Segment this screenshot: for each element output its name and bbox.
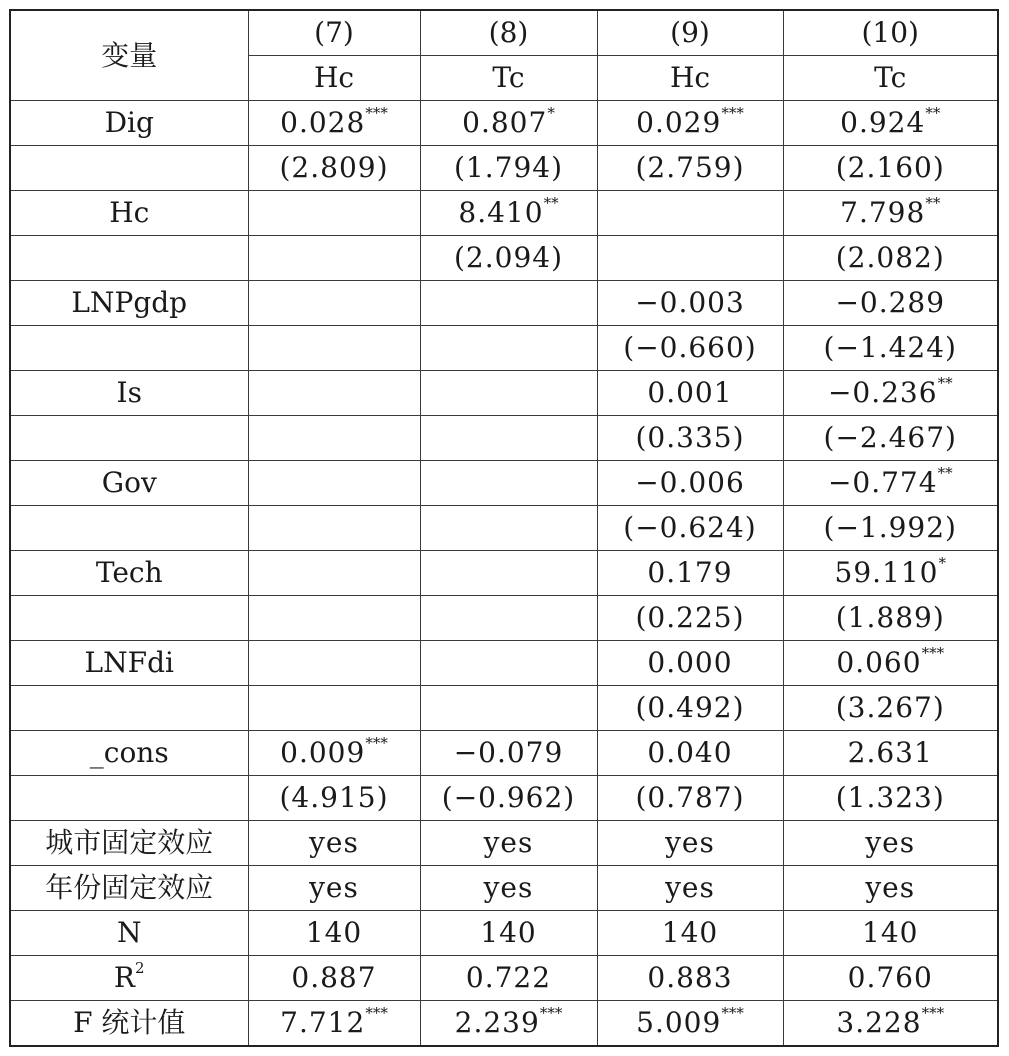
header-row-models (10, 10, 998, 56)
significance-stars: ** (925, 194, 941, 212)
table-cell (597, 506, 783, 551)
cell-value: (−0.624) (623, 511, 757, 544)
cell-value: (1.889) (835, 601, 945, 634)
table-cell (248, 506, 420, 551)
table-cell (597, 1001, 783, 1047)
cell-value: −0.079 (453, 736, 564, 769)
table-cell (783, 641, 998, 686)
cell-value: (1.323) (835, 781, 945, 814)
cell-value: (2.160) (835, 151, 945, 184)
table-cell (597, 326, 783, 371)
row-label-text: 年份固定效应 (45, 871, 214, 904)
cell-value: (4.915) (279, 781, 389, 814)
variable-header: 变量 (10, 10, 248, 101)
table-cell (597, 686, 783, 731)
table-cell (420, 956, 597, 1001)
row-label (10, 911, 248, 956)
table-cell (597, 101, 783, 146)
significance-stars: *** (921, 1004, 945, 1022)
table-cell (420, 686, 597, 731)
cell-value: 0.924 (840, 106, 926, 139)
table-cell (248, 281, 420, 326)
cell-value: 140 (305, 916, 363, 949)
cell-value: yes (665, 871, 715, 904)
cell-value: (2.082) (835, 241, 945, 274)
cell-value: 0.883 (647, 961, 733, 994)
row-label (10, 866, 248, 911)
table-cell (248, 101, 420, 146)
table-row (10, 146, 998, 191)
table-cell (248, 821, 420, 866)
table-cell (783, 1001, 998, 1047)
row-label (10, 551, 248, 596)
table-cell (597, 551, 783, 596)
dependent-variable: Hc (248, 56, 420, 101)
cell-value: (−0.962) (441, 781, 576, 814)
table-cell (597, 371, 783, 416)
cell-value: 2.631 (847, 736, 933, 769)
significance-stars: * (938, 554, 946, 572)
cell-value: (0.335) (635, 421, 745, 454)
table-cell (783, 731, 998, 776)
table-row (10, 821, 998, 866)
dependent-variable: Hc (597, 56, 783, 101)
row-label-text: Is (116, 376, 142, 409)
row-label (10, 821, 248, 866)
cell-value: (1.794) (453, 151, 563, 184)
table-row (10, 551, 998, 596)
row-label (10, 371, 248, 416)
row-label (10, 146, 248, 191)
table-cell (783, 911, 998, 956)
cell-value: (−2.467) (823, 421, 957, 454)
table-cell (420, 731, 597, 776)
significance-stars: ** (925, 104, 941, 122)
cell-value: (2.094) (453, 241, 563, 274)
row-label-text: N (117, 916, 142, 949)
row-label-text: R (113, 961, 136, 994)
table-cell (783, 236, 998, 281)
table-cell (597, 281, 783, 326)
cell-value: yes (865, 871, 916, 904)
table-cell (248, 956, 420, 1001)
table-cell (248, 551, 420, 596)
table-cell (783, 281, 998, 326)
cell-value: 8.410 (458, 196, 544, 229)
table-cell (783, 866, 998, 911)
cell-value: 0.807 (462, 106, 548, 139)
table-cell (597, 236, 783, 281)
cell-value: −0.289 (835, 286, 946, 319)
table-cell (783, 101, 998, 146)
regression-table (9, 9, 999, 1047)
table-cell (248, 416, 420, 461)
table-cell (783, 776, 998, 821)
row-label-superscript: 2 (135, 959, 145, 977)
table-cell (248, 686, 420, 731)
table-row (10, 596, 998, 641)
significance-stars: ** (937, 464, 953, 482)
cell-value: 0.029 (636, 106, 722, 139)
table-cell (597, 866, 783, 911)
table-cell (783, 686, 998, 731)
model-number: (9) (597, 10, 783, 56)
table-row (10, 461, 998, 506)
row-label (10, 686, 248, 731)
row-label-text: Tech (95, 556, 163, 589)
row-label-text: 城市固定效应 (45, 826, 214, 859)
cell-value: 5.009 (636, 1006, 722, 1039)
table-cell (783, 326, 998, 371)
table-cell (420, 1001, 597, 1047)
significance-stars: *** (539, 1004, 563, 1022)
table-cell (783, 551, 998, 596)
significance-stars: *** (365, 1004, 388, 1022)
table-body (10, 101, 998, 1047)
table-cell (783, 371, 998, 416)
row-label (10, 461, 248, 506)
cell-value: yes (309, 871, 359, 904)
table-cell (248, 596, 420, 641)
table-cell (420, 641, 597, 686)
table-row (10, 506, 998, 551)
table-row (10, 281, 998, 326)
table-cell (597, 191, 783, 236)
dependent-variable: Tc (783, 56, 998, 101)
model-number: (7) (248, 10, 420, 56)
regression-table-container (9, 9, 999, 1047)
significance-stars: ** (543, 194, 559, 212)
row-label (10, 641, 248, 686)
table-row (10, 776, 998, 821)
row-label-text: Gov (101, 466, 157, 499)
row-label (10, 776, 248, 821)
table-row (10, 641, 998, 686)
row-label-text: Hc (109, 196, 150, 229)
cell-value: (0.787) (635, 781, 745, 814)
table-cell (420, 551, 597, 596)
table-row (10, 416, 998, 461)
significance-stars: *** (721, 104, 744, 122)
table-cell (248, 326, 420, 371)
row-label-text: _cons (89, 736, 169, 769)
cell-value: 0.028 (280, 106, 366, 139)
cell-value: 0.060 (836, 646, 922, 679)
table-cell (597, 731, 783, 776)
table-cell (420, 236, 597, 281)
row-label (10, 956, 248, 1001)
table-cell (248, 371, 420, 416)
row-label (10, 1001, 248, 1047)
table-row (10, 191, 998, 236)
row-label (10, 191, 248, 236)
table-cell (248, 236, 420, 281)
table-row (10, 956, 998, 1001)
table-cell (783, 146, 998, 191)
table-row (10, 731, 998, 776)
table-cell (248, 731, 420, 776)
row-label (10, 236, 248, 281)
row-label-text: F 统计值 (73, 1006, 186, 1039)
table-cell (420, 866, 597, 911)
row-label-text: Dig (104, 106, 154, 139)
table-cell (597, 146, 783, 191)
cell-value: 0.009 (280, 736, 366, 769)
table-cell (783, 596, 998, 641)
table-cell (420, 821, 597, 866)
table-cell (420, 776, 597, 821)
table-cell (420, 371, 597, 416)
cell-value: (−0.660) (623, 331, 757, 364)
row-label (10, 281, 248, 326)
cell-value: 0.722 (465, 961, 552, 994)
cell-value: 0.000 (647, 646, 733, 679)
table-cell (248, 911, 420, 956)
table-cell (248, 866, 420, 911)
row-label (10, 101, 248, 146)
cell-value: −0.003 (635, 286, 745, 319)
significance-stars: *** (365, 104, 388, 122)
table-cell (420, 911, 597, 956)
row-label-text: LNFdi (84, 646, 174, 679)
dependent-variable: Tc (420, 56, 597, 101)
cell-value: (2.759) (635, 151, 745, 184)
table-cell (783, 506, 998, 551)
table-cell (597, 641, 783, 686)
significance-stars: ** (937, 374, 953, 392)
table-cell (783, 461, 998, 506)
row-label (10, 326, 248, 371)
row-label (10, 416, 248, 461)
table-cell (420, 416, 597, 461)
cell-value: 0.001 (647, 376, 733, 409)
table-cell (420, 326, 597, 371)
table-cell (783, 191, 998, 236)
table-cell (420, 191, 597, 236)
table-row (10, 686, 998, 731)
table-cell (597, 911, 783, 956)
cell-value: 0.040 (647, 736, 733, 769)
table-cell (783, 416, 998, 461)
cell-value: 0.179 (647, 556, 733, 589)
cell-value: yes (309, 826, 359, 859)
row-label (10, 731, 248, 776)
cell-value: 3.228 (836, 1006, 922, 1039)
table-row (10, 371, 998, 416)
cell-value: 140 (480, 916, 537, 949)
table-row (10, 1001, 998, 1047)
table-cell (783, 956, 998, 1001)
table-cell (248, 641, 420, 686)
row-label-text: LNPgdp (71, 286, 188, 319)
cell-value: yes (483, 871, 534, 904)
table-cell (420, 281, 597, 326)
table-cell (597, 776, 783, 821)
significance-stars: *** (721, 1004, 744, 1022)
table-cell (248, 461, 420, 506)
cell-value: 7.712 (280, 1006, 366, 1039)
table-row (10, 866, 998, 911)
cell-value: yes (865, 826, 916, 859)
cell-value: −0.236 (827, 376, 938, 409)
table-cell (420, 146, 597, 191)
table-row (10, 236, 998, 281)
significance-stars: *** (365, 734, 388, 752)
table-cell (248, 1001, 420, 1047)
table-row (10, 911, 998, 956)
table-cell (420, 461, 597, 506)
cell-value: (0.492) (635, 691, 745, 724)
cell-value: −0.006 (635, 466, 745, 499)
row-label (10, 506, 248, 551)
cell-value: 59.110 (834, 556, 939, 589)
table-cell (783, 821, 998, 866)
cell-value: (2.809) (279, 151, 389, 184)
table-cell (248, 776, 420, 821)
row-label (10, 596, 248, 641)
table-cell (597, 821, 783, 866)
cell-value: 7.798 (840, 196, 926, 229)
cell-value: 140 (862, 916, 919, 949)
table-cell (248, 146, 420, 191)
table-row (10, 101, 998, 146)
table-cell (597, 596, 783, 641)
table-cell (597, 956, 783, 1001)
cell-value: yes (665, 826, 715, 859)
table-cell (420, 506, 597, 551)
cell-value: yes (483, 826, 534, 859)
model-number: (10) (783, 10, 998, 56)
table-cell (597, 461, 783, 506)
table-row (10, 326, 998, 371)
cell-value: 140 (661, 916, 719, 949)
model-number: (8) (420, 10, 597, 56)
cell-value: −0.774 (827, 466, 938, 499)
table-cell (420, 596, 597, 641)
significance-stars: *** (921, 644, 945, 662)
cell-value: (0.225) (635, 601, 745, 634)
cell-value: 0.887 (291, 961, 377, 994)
cell-value: 0.760 (847, 961, 933, 994)
cell-value: (3.267) (835, 691, 945, 724)
cell-value: (−1.424) (823, 331, 957, 364)
significance-stars: * (547, 104, 555, 122)
cell-value: (−1.992) (823, 511, 957, 544)
table-cell (597, 416, 783, 461)
cell-value: 2.239 (454, 1006, 540, 1039)
table-cell (248, 191, 420, 236)
table-cell (420, 101, 597, 146)
